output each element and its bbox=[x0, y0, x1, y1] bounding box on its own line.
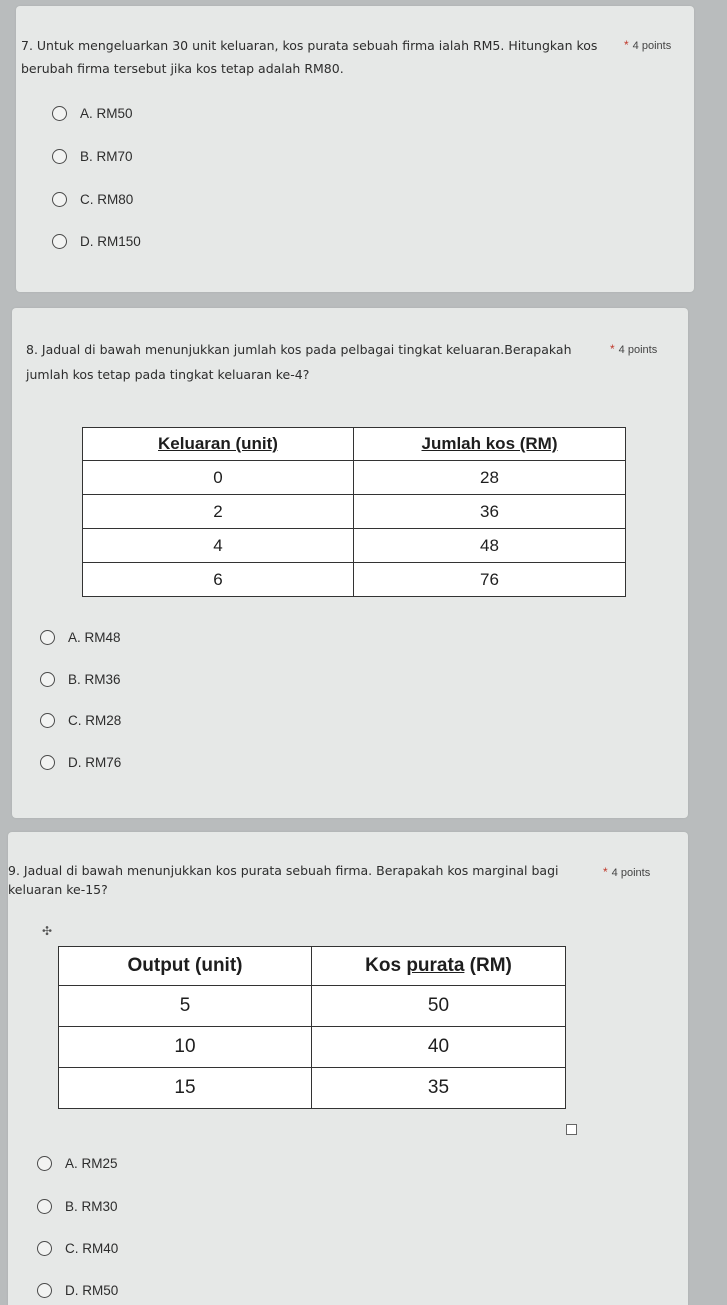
move-handle-icon[interactable]: ✣ bbox=[42, 924, 53, 938]
question-7-text-line1: 7. Untuk mengeluarkan 30 unit keluaran, kos purata sebuah firma ialah RM5. Hitungkan kos bbox=[21, 38, 598, 53]
option-label: A. RM25 bbox=[65, 1156, 118, 1171]
question-9-text-line1: 9. Jadual di bawah menunjukkan kos purata sebuah firma. Berapakah kos marginal bagi bbox=[8, 863, 559, 878]
radio-button[interactable] bbox=[52, 234, 67, 249]
radio-button[interactable] bbox=[52, 192, 67, 207]
question-7-text-line2: berubah firma tersebut jika kos tetap adalah RM80. bbox=[21, 61, 344, 76]
question-7-option-d[interactable] bbox=[52, 234, 141, 249]
question-9-table bbox=[58, 946, 566, 1109]
table-header-row bbox=[59, 947, 566, 986]
option-label: C. RM28 bbox=[68, 713, 122, 728]
option-label: B. RM30 bbox=[65, 1199, 118, 1214]
question-7-option-c[interactable] bbox=[52, 192, 133, 207]
question-9-option-d[interactable] bbox=[37, 1283, 118, 1298]
points-label: 4 points bbox=[632, 40, 672, 52]
table-header-cell: Output (unit) bbox=[59, 947, 312, 986]
resize-handle-icon[interactable] bbox=[566, 1124, 577, 1135]
radio-button[interactable] bbox=[37, 1156, 52, 1171]
table-cell: 15 bbox=[59, 1068, 312, 1109]
option-label: B. RM70 bbox=[80, 149, 133, 164]
option-label: C. RM40 bbox=[65, 1241, 119, 1256]
question-7-option-b[interactable] bbox=[52, 149, 133, 164]
question-9-option-a[interactable] bbox=[37, 1156, 118, 1171]
question-8-option-d[interactable] bbox=[40, 755, 121, 770]
question-7-option-a[interactable] bbox=[52, 106, 133, 121]
option-label: D. RM150 bbox=[80, 234, 141, 249]
option-label: D. RM50 bbox=[65, 1283, 119, 1298]
question-7-points bbox=[624, 38, 671, 52]
radio-button[interactable] bbox=[52, 149, 67, 164]
radio-button[interactable] bbox=[40, 672, 55, 687]
table-cell: 2 bbox=[83, 495, 354, 529]
question-8-option-c[interactable] bbox=[40, 713, 121, 728]
question-9-option-c[interactable] bbox=[37, 1241, 118, 1256]
table-cell: 28 bbox=[354, 461, 626, 495]
question-9-option-b[interactable] bbox=[37, 1199, 118, 1214]
table-header-cell: Kos purata (RM) bbox=[312, 947, 566, 986]
table-header-cell: Jumlah kos (RM) bbox=[354, 428, 626, 461]
option-label: A. RM50 bbox=[80, 106, 133, 121]
radio-button[interactable] bbox=[52, 106, 67, 121]
table-cell: 48 bbox=[354, 529, 626, 563]
table-row bbox=[59, 1027, 566, 1068]
radio-button[interactable] bbox=[37, 1241, 52, 1256]
radio-button[interactable] bbox=[40, 755, 55, 770]
points-label: 4 points bbox=[618, 344, 658, 356]
radio-button[interactable] bbox=[37, 1283, 52, 1298]
option-label: D. RM76 bbox=[68, 755, 122, 770]
table-cell: 40 bbox=[312, 1027, 566, 1068]
table-cell: 76 bbox=[354, 563, 626, 597]
points-label: 4 points bbox=[611, 867, 651, 879]
question-8-option-a[interactable] bbox=[40, 630, 121, 645]
question-8-text-line2: jumlah kos tetap pada tingkat keluaran ke-4? bbox=[26, 367, 310, 382]
required-mark: * bbox=[610, 342, 615, 356]
table-row bbox=[83, 495, 626, 529]
radio-button[interactable] bbox=[37, 1199, 52, 1214]
table-cell: 10 bbox=[59, 1027, 312, 1068]
table-row bbox=[83, 461, 626, 495]
question-9-points bbox=[603, 865, 650, 879]
table-cell: 35 bbox=[312, 1068, 566, 1109]
question-9-text-line2: keluaran ke-15? bbox=[8, 882, 108, 897]
table-row bbox=[83, 529, 626, 563]
table-row bbox=[83, 563, 626, 597]
option-label: C. RM80 bbox=[80, 192, 134, 207]
table-row bbox=[59, 986, 566, 1027]
table-cell: 50 bbox=[312, 986, 566, 1027]
required-mark: * bbox=[603, 865, 608, 879]
required-mark: * bbox=[624, 38, 629, 52]
table-row bbox=[59, 1068, 566, 1109]
table-cell: 4 bbox=[83, 529, 354, 563]
radio-button[interactable] bbox=[40, 713, 55, 728]
table-cell: 6 bbox=[83, 563, 354, 597]
table-cell: 36 bbox=[354, 495, 626, 529]
question-8-points bbox=[610, 342, 657, 356]
question-8-option-b[interactable] bbox=[40, 672, 121, 687]
radio-button[interactable] bbox=[40, 630, 55, 645]
option-label: A. RM48 bbox=[68, 630, 121, 645]
question-card-7 bbox=[16, 6, 694, 292]
question-card-8 bbox=[12, 308, 688, 818]
option-label: B. RM36 bbox=[68, 672, 121, 687]
question-8-text-line1: 8. Jadual di bawah menunjukkan jumlah kos pada pelbagai tingkat keluaran.Berapakah bbox=[26, 342, 572, 357]
table-header-cell: Keluaran (unit) bbox=[83, 428, 354, 461]
table-header-row bbox=[83, 428, 626, 461]
table-cell: 5 bbox=[59, 986, 312, 1027]
question-card-9 bbox=[8, 832, 688, 1305]
table-cell: 0 bbox=[83, 461, 354, 495]
question-8-table bbox=[82, 427, 626, 597]
